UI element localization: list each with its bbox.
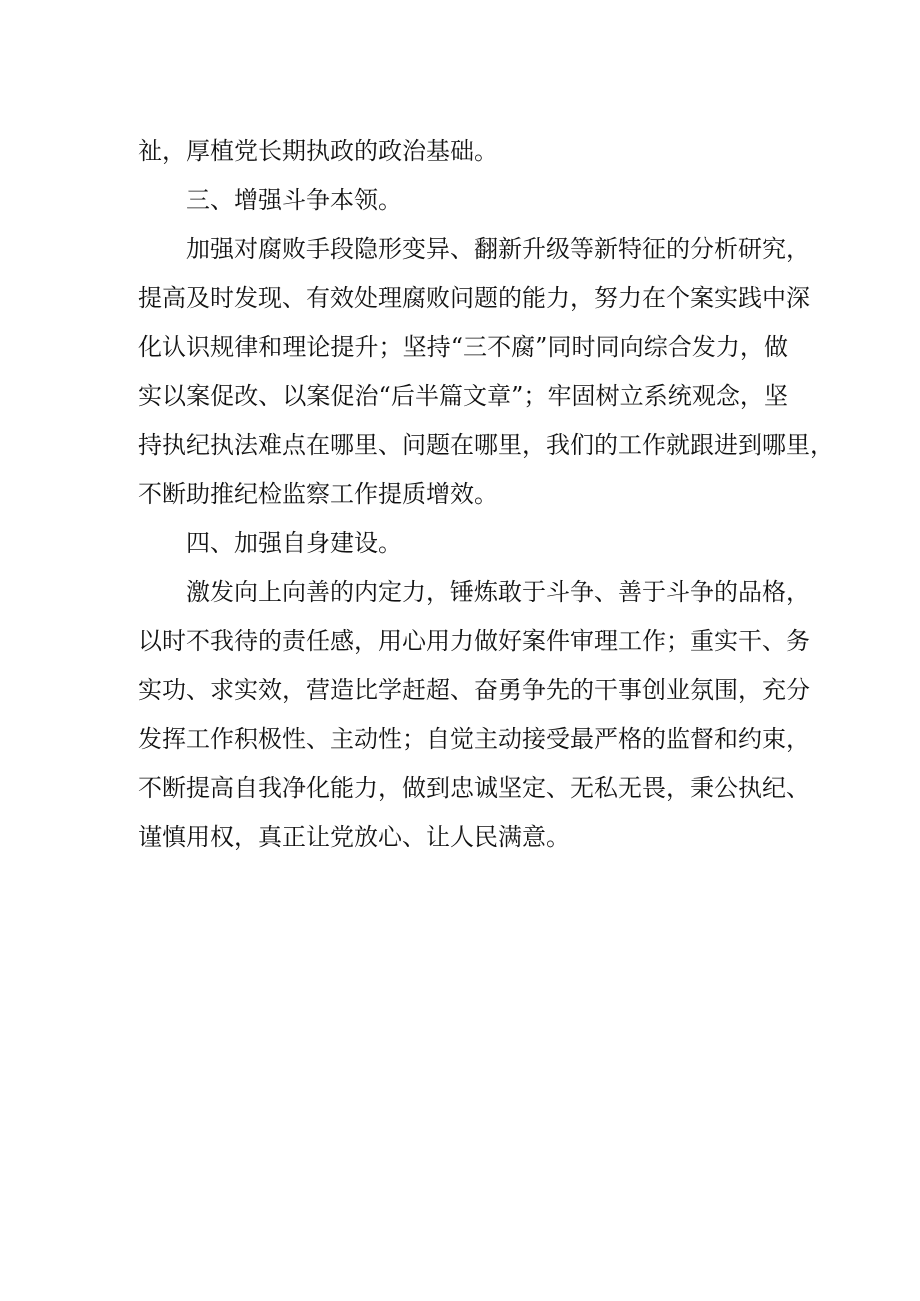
- section-heading-4: 四、加强自身建设。: [186, 529, 402, 557]
- section-heading-3: 三、增强斗争本领。: [186, 186, 402, 214]
- paragraph-line: 持执纪执法难点在哪里、问题在哪里，我们的工作就跟进到哪里，: [138, 431, 834, 459]
- paragraph-line: 不断提高自我净化能力，做到忠诚坚定、无私无畏，秉公执纪、: [138, 774, 810, 802]
- paragraph-line: 化认识规律和理论提升；坚持“三不腐”同时同向综合发力，做: [138, 333, 788, 361]
- paragraph-continuation-line: 祉，厚植党长期执政的政治基础。: [138, 137, 498, 165]
- paragraph-line: 发挥工作积极性、主动性；自觉主动接受最严格的监督和约束，: [138, 725, 810, 753]
- paragraph-line: 不断助推纪检监察工作提质增效。: [138, 480, 498, 508]
- paragraph-line: 实功、求实效，营造比学赶超、奋勇争先的干事创业氛围，充分: [138, 676, 810, 704]
- paragraph-line: 加强对腐败手段隐形变异、翻新升级等新特征的分析研究，: [186, 235, 810, 263]
- paragraph-line: 实以案促改、以案促治“后半篇文章”；牢固树立系统观念，坚: [138, 382, 788, 410]
- paragraph-line: 谨慎用权，真正让党放心、让人民满意。: [138, 823, 570, 851]
- paragraph-line: 以时不我待的责任感，用心用力做好案件审理工作；重实干、务: [138, 627, 810, 655]
- paragraph-line: 提高及时发现、有效处理腐败问题的能力，努力在个案实践中深: [138, 284, 810, 312]
- paragraph-line: 激发向上向善的内定力，锤炼敢于斗争、善于斗争的品格，: [186, 578, 810, 606]
